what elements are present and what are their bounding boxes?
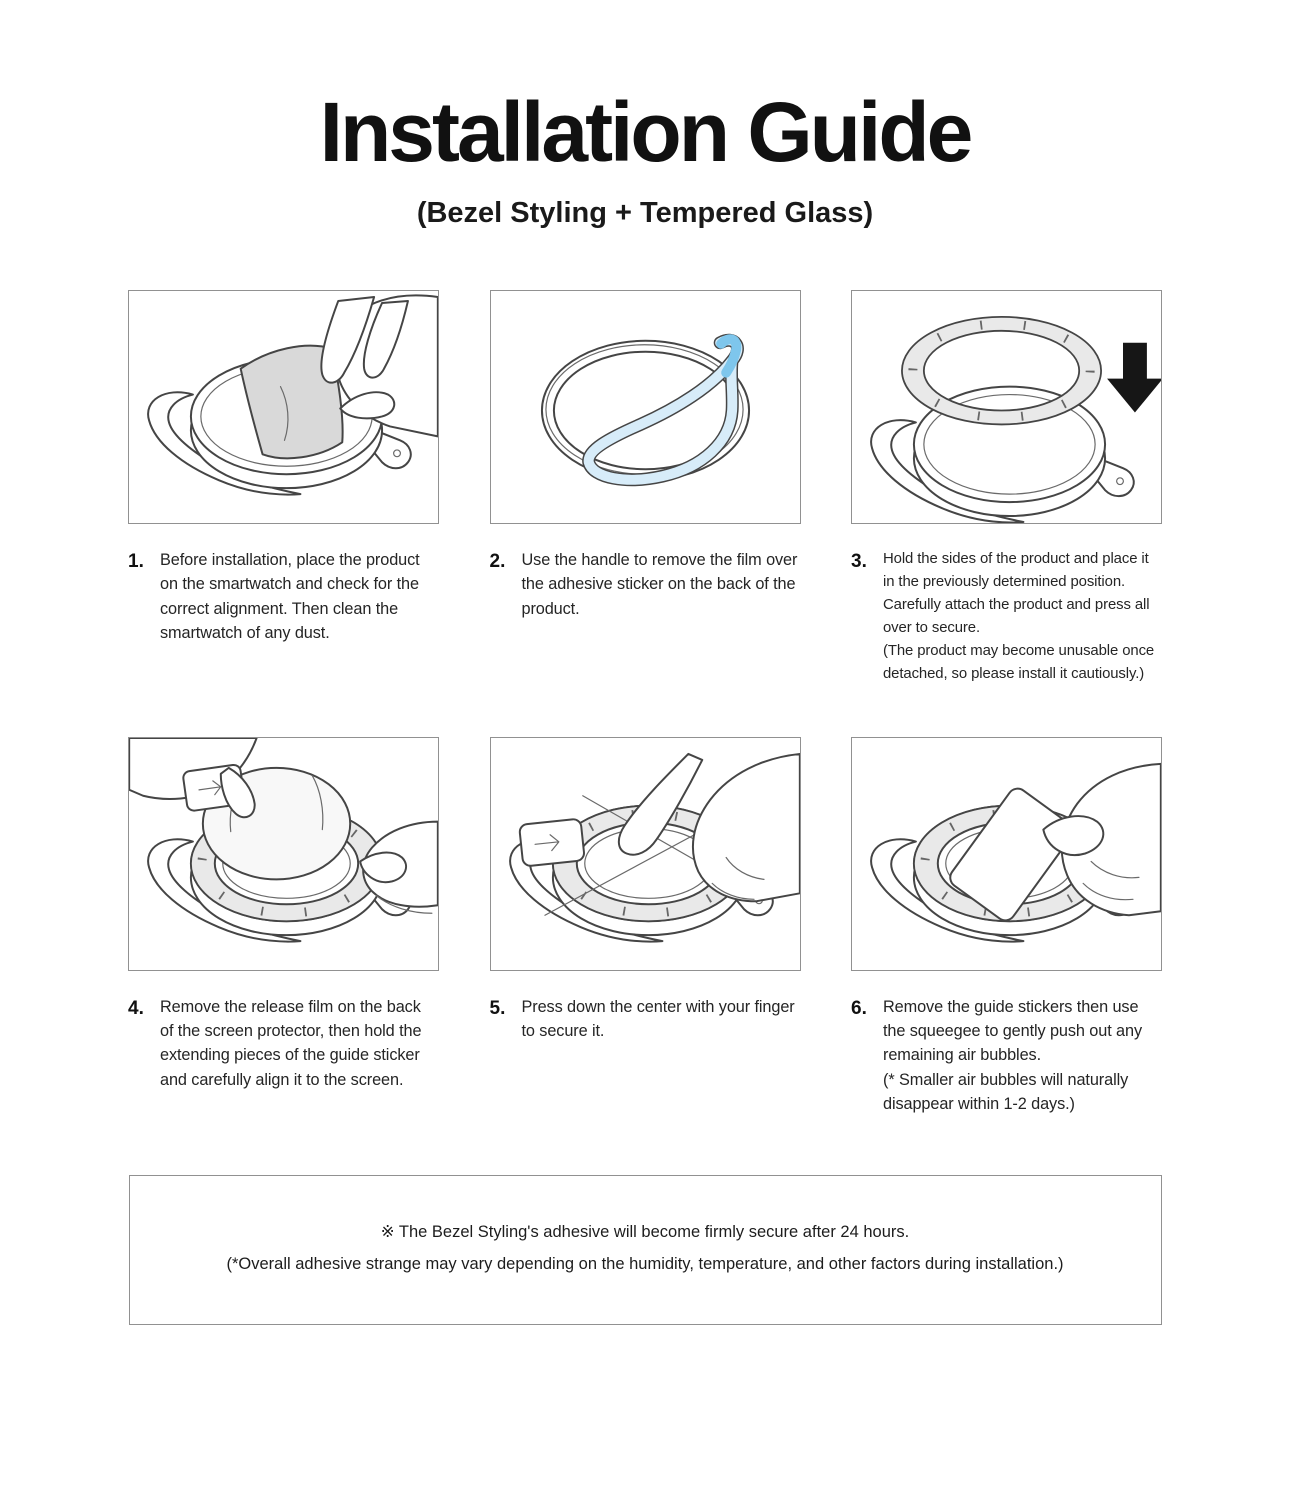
down-arrow-icon [1107, 343, 1161, 413]
step-number: 1. [128, 551, 144, 572]
step-2-illustration-box [490, 290, 801, 524]
step-text: Press down the center with your finger to secure it. [521, 997, 795, 1040]
step-6-caption [851, 995, 1162, 1117]
step-text: Remove the guide stickers then use the squeegee to gently push out any remaining air bubbles. (* Smaller air bubbles will naturally disappear within 1-2 days.) [883, 997, 1143, 1114]
page-title: Installation Guide [319, 85, 971, 179]
step-2-cell [490, 290, 801, 687]
step-text: Hold the sides of the product and place it in the previously determined position. Carefully attach the product and press all over to secure. (The product may become unusable once detached, so please install it cautiously.) [883, 551, 1155, 683]
step-number: 3. [851, 551, 867, 572]
squeegee-air-bubbles-illustration [852, 738, 1161, 970]
align-screen-protector-illustration [129, 738, 438, 970]
step-6-cell [851, 737, 1162, 1117]
attach-bezel-ring-illustration [852, 291, 1161, 523]
press-center-with-finger-illustration [491, 738, 800, 970]
step-number: 6. [851, 997, 867, 1019]
step-5-illustration-box [490, 737, 801, 971]
step-text: Remove the release film on the back of the screen protector, then hold the extending pieces of the guide sticker and carefully align it to the screen. [160, 997, 422, 1089]
page-header [0, 84, 1290, 230]
step-text: Before installation, place the product on the smartwatch and check for the correct alignment. Then clean the smartwatch of any dust. [160, 551, 420, 643]
page-subtitle: (Bezel Styling + Tempered Glass) [416, 197, 874, 229]
adhesive-note-line-2: (*Overall adhesive strange may vary depending on the humidity, temperature, and other factors during installation.) [226, 1254, 1064, 1273]
step-6-illustration-box [851, 737, 1162, 971]
hand-palm-shape [692, 753, 799, 900]
step-5-caption [490, 995, 801, 1044]
step-text: Use the handle to remove the film over the adhesive sticker on the back of the product. [521, 551, 798, 618]
step-3-caption [851, 548, 1162, 687]
step-1-illustration-box [128, 290, 439, 524]
adhesive-note-line-1: ※ The Bezel Styling's adhesive will become firmly secure after 24 hours. [380, 1222, 910, 1241]
step-number: 5. [489, 997, 506, 1019]
step-4-caption [128, 995, 439, 1093]
step-1-caption [128, 548, 439, 646]
step-5-cell [490, 737, 801, 1117]
adhesive-note-box [129, 1175, 1162, 1325]
step-4-cell [128, 737, 439, 1117]
step-1-cell [128, 290, 439, 687]
step-2-caption [490, 548, 801, 621]
steps-grid [128, 290, 1162, 1117]
peel-film-from-bezel-illustration [491, 291, 800, 523]
step-3-illustration-box [851, 290, 1162, 524]
step-number: 2. [489, 551, 506, 572]
step-number: 4. [128, 997, 144, 1019]
peel-film-ribbon [588, 340, 737, 479]
step-4-illustration-box [128, 737, 439, 971]
clean-watch-with-cloth-illustration [129, 291, 438, 523]
step-3-cell [851, 290, 1162, 687]
